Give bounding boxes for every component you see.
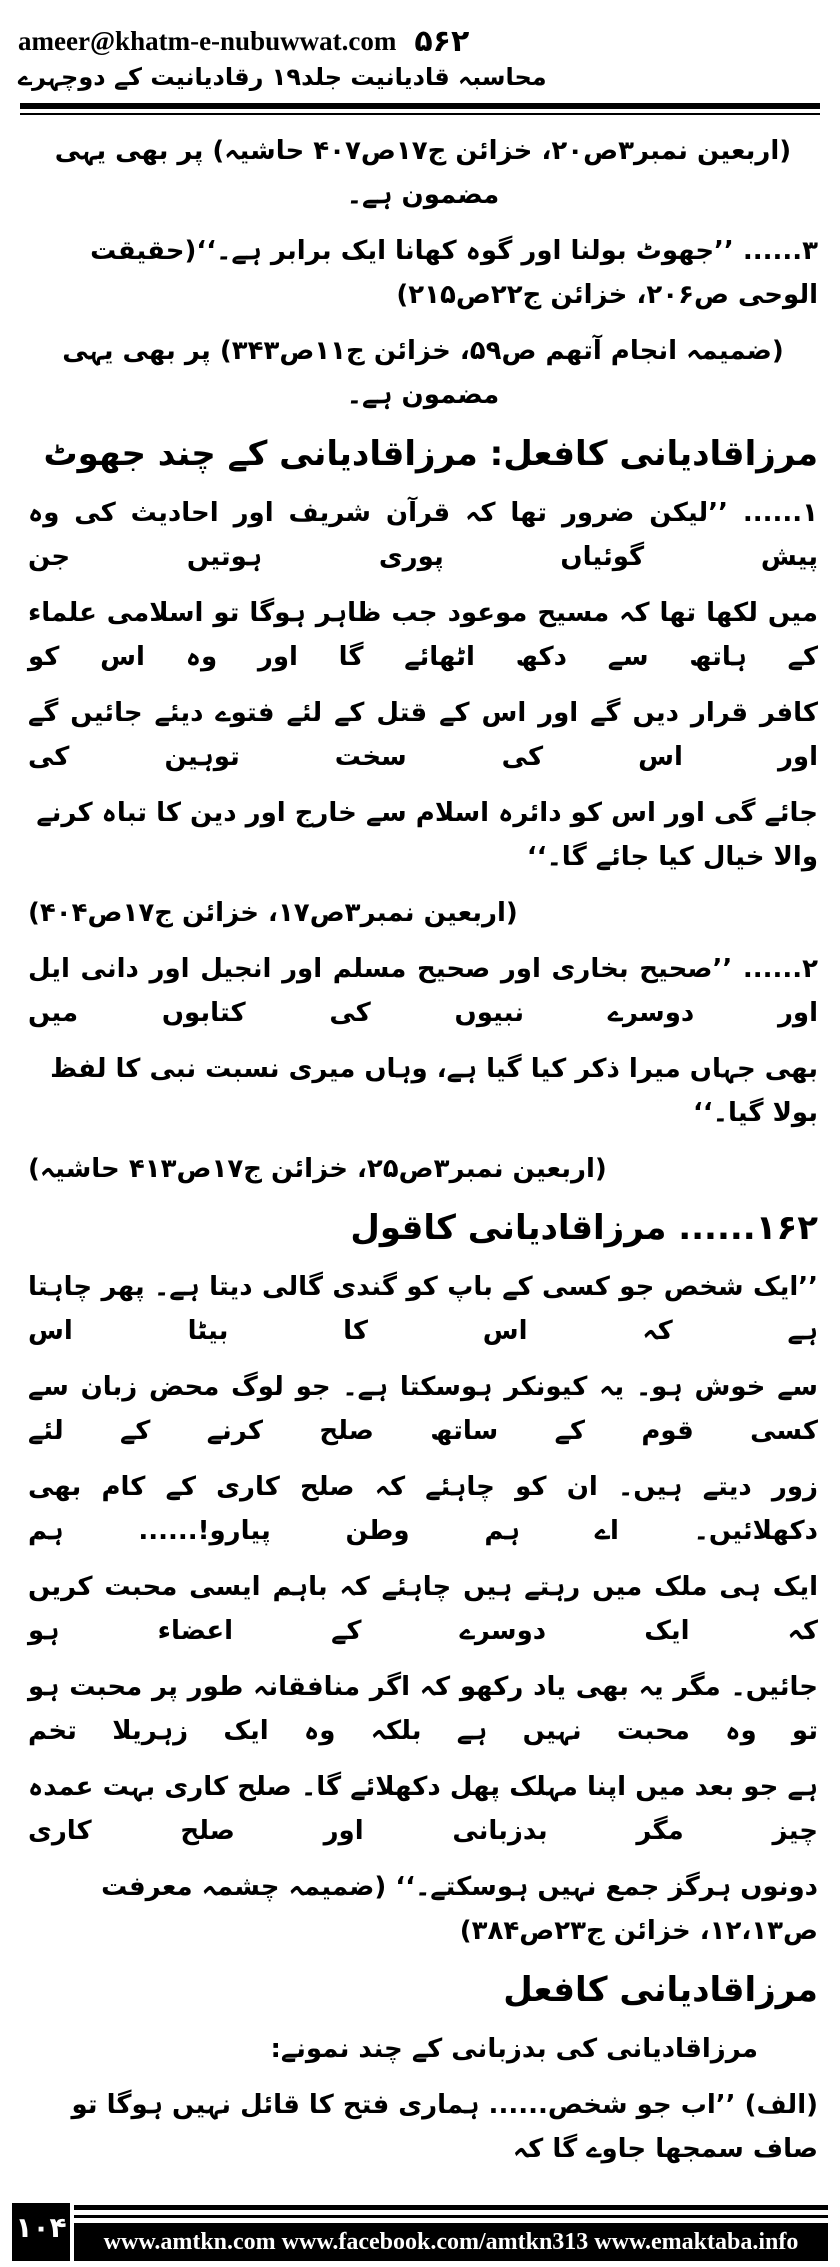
paragraph-line: ایک ہی ملک میں رہتے ہیں چاہئے کہ باہم ایسی محبت کریں کہ ایک دوسرے کے اعضاء ہو [28,1572,818,1646]
header-left-group [18,24,469,59]
paragraph-line: ۱...... ’’لیکن ضرور تھا کہ قرآن شریف اور احادیث کی وہ پیش گوئیاں پوری ہوتیں جن [28,498,818,572]
footer-links: www.amtkn.com www.facebook.com/amtkn313 www.emaktaba.info [74,2223,828,2261]
paragraph-line: جائے گی اور اس کو دائرہ اسلام سے خارج اور دین کا تباہ کرنے والا خیال کیا جائے گا۔‘‘ [36,798,818,872]
section-heading: مرزاقادیانی کافعل [503,1970,818,2010]
paragraph-line: ۳...... ’’جھوٹ بولنا اور گوہ کھانا ایک برابر ہے۔‘‘(حقیقت الوحی ص۲۰۶، خزائن ج۲۲ص۲۱۵) [90,236,818,310]
running-header [0,0,840,99]
header-page-number: ۵۶۲ [414,24,470,59]
paragraph-line: ’’ایک شخص جو کسی کے باپ کو گندی گالی دیتا ہے۔ پھر چاہتا ہے کہ اس کا بیٹا اس [28,1272,818,1346]
reference-line: (اربعین نمبر۳ص۲۰، خزائن ج۱۷ص۴۰۷ حاشیہ) پر بھی یہی مضمون ہے۔ [54,136,792,210]
paragraph-line: بھی جہاں میرا ذکر کیا گیا ہے، وہاں میری نسبت نبی کا لفظ بولا گیا۔‘‘ [50,1054,818,1128]
paragraph-line: ہے جو بعد میں اپنا مہلک پھل دکھلائے گا۔ صلح کاری بہت عمدہ چیز مگر بدزبانی اور صلح کاری [28,1772,818,1846]
section-heading: مرزاقادیانی کافعل: مرزاقادیانی کے چند جھوٹ [43,434,818,474]
paragraph-line: دونوں ہرگز جمع نہیں ہوسکتے۔‘‘ (ضمیمہ چشمہ معرفت ص۱۲،۱۳، خزائن ج۲۳ص۳۸۴) [101,1872,818,1946]
reference-line: (اربعین نمبر۳ص۱۷، خزائن ج۱۷ص۴۰۴) [28,898,518,928]
reference-line: (ضمیمہ انجام آتھم ص۵۹، خزائن ج۱۱ص۳۴۳) پر بھی یہی مضمون ہے۔ [62,336,784,410]
page-body [0,115,840,2193]
footer-rule [74,2205,828,2210]
footer-page-number: ۱۰۴ [12,2203,70,2261]
footer-right-group [74,2203,828,2261]
paragraph-line: (الف) ’’اب جو شخص...... ہماری فتح کا قائل نہیں ہوگا تو صاف سمجھا جاوے گا کہ [71,2090,818,2164]
reference-line: (اربعین نمبر۳ص۲۵، خزائن ج۱۷ص۴۱۳ حاشیہ) [28,1154,607,1184]
paragraph-line: میں لکھا تھا کہ مسیح موعود جب ظاہر ہوگا تو اسلامی علماء کے ہاتھ سے دکھ اٹھائے گا اور وہ اس کو [28,598,818,672]
header-title: محاسبہ قادیانیت جلد۱۹ رقادیانیت کے دوچہرے [18,63,547,91]
page-footer [0,2193,840,2267]
paragraph-line: مرزاقادیانی کی بدزبانی کے چند نمونے: [270,2034,758,2064]
header-rule [20,103,820,109]
paragraph-line: سے خوش ہو۔ یہ کیونکر ہوسکتا ہے۔ جو لوگ محض زبان سے کسی قوم کے ساتھ صلح کرنے کے لئے [28,1372,818,1446]
header-email: ameer@khatm-e-nubuwwat.com [18,26,397,56]
paragraph-line: جائیں۔ مگر یہ بھی یاد رکھو کہ اگر منافقانہ طور پر محبت ہو تو وہ محبت نہیں ہے بلکہ وہ ایک زہریلا تخم [28,1672,818,1746]
section-heading: ۱۶۲...... مرزاقادیانی کاقول [350,1208,818,1248]
paragraph-line: ۲...... ’’صحیح بخاری اور صحیح مسلم اور انجیل اور دانی ایل اور دوسرے نبیوں کی کتابوں میں [28,954,818,1028]
paragraph-line: کافر قرار دیں گے اور اس کے قتل کے لئے فتوے دیئے جائیں گے اور اس کی سخت توہین کی [28,698,818,772]
footer-rule-thin [74,2215,828,2218]
paragraph-line: زور دیتے ہیں۔ ان کو چاہئے کہ صلح کاری کے کام بھی دکھلائیں۔ اے ہم وطن پیارو!...... ہم [28,1472,818,1546]
